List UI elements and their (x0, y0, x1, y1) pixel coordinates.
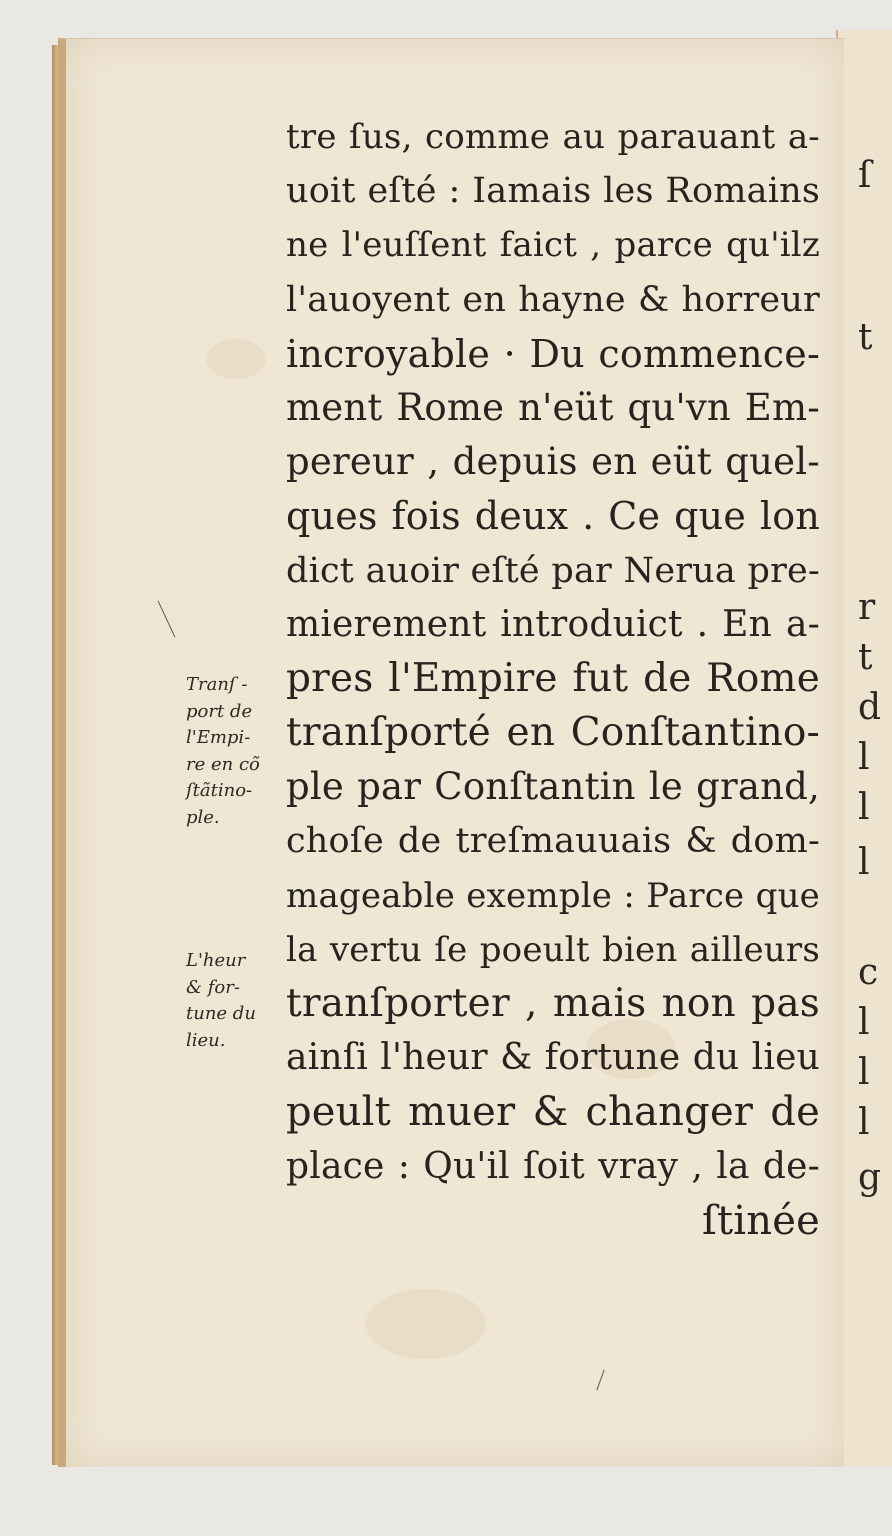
margin-note-line: & for- (186, 976, 240, 998)
next-page-fragment: l (858, 842, 870, 883)
margin-note-line: port de (186, 700, 253, 722)
text-line: tranſporter , mais non pas (286, 981, 820, 1026)
text-line: dict auoir eſté par Nerua pre- (286, 550, 820, 591)
text-line: l'auoyent en hayne & horreur (286, 279, 820, 320)
text-line: tranſporté en Conſtantino- (286, 710, 820, 756)
next-page-fragment: l (858, 1102, 870, 1143)
next-page-fragment: t (858, 317, 873, 358)
next-page-fragment: d (858, 687, 882, 728)
margin-note-line: ple. (186, 806, 220, 828)
main-text-block (286, 110, 820, 1248)
next-page-edge (836, 30, 892, 1466)
next-page-fragment: r (858, 587, 876, 628)
next-page-fragment: g (858, 1157, 882, 1198)
text-line: ques fois deux . Ce que lon (286, 494, 820, 539)
text-line: incroyable · Du commence- (286, 331, 820, 376)
margin-note-line: tune du (186, 1003, 256, 1024)
next-page-fragment: t (858, 637, 873, 678)
next-page-fragment: l (858, 787, 870, 828)
text-line: pereur , depuis en eüt quel- (286, 440, 820, 484)
text-line: ple par Conſtantin le grand, (286, 765, 820, 809)
next-page-fragment: ſ (858, 155, 872, 196)
text-line: ment Rome n'eüt qu'vn Em- (286, 385, 820, 429)
margin-note-line: ſtãtino- (186, 780, 253, 801)
margin-note-heur (186, 948, 286, 1054)
text-line: mierement introduict . En a- (286, 603, 820, 645)
catchword: ſtinée (702, 1197, 820, 1244)
next-page-fragment: c (858, 952, 879, 993)
text-line: peult muer & changer de (286, 1089, 820, 1136)
next-page-fragment: l (858, 737, 870, 778)
text-line: choſe de treſmauuais & dom- (286, 821, 820, 862)
margin-note-transport (186, 672, 286, 831)
next-page-fragment: l (858, 1052, 870, 1093)
text-line: la vertu ſe poeult bien ailleurs (286, 929, 820, 970)
margin-note-line: re en cõ (186, 753, 260, 775)
text-line: mageable exemple : Parce que (286, 875, 820, 916)
next-page-fragment: l (858, 1002, 870, 1043)
text-line: ainſi l'heur & fortune du lieu (286, 1037, 820, 1079)
text-line: pres l'Empire fut de Rome (286, 655, 820, 701)
text-line: uoit eſté : Iamais les Romains (286, 171, 820, 212)
margin-note-line: L'heur (186, 950, 246, 971)
text-line: ne l'euſſent faict , parce qu'ilz (286, 225, 820, 266)
text-line: place : Qu'il ſoit vray , la de- (286, 1145, 820, 1187)
margin-note-line: lieu. (186, 1029, 226, 1051)
margin-note-line: Tranſ - (186, 674, 248, 695)
margin-note-line: l'Empi- (186, 727, 251, 748)
text-line: tre ſus, comme au parauant a- (286, 117, 820, 157)
